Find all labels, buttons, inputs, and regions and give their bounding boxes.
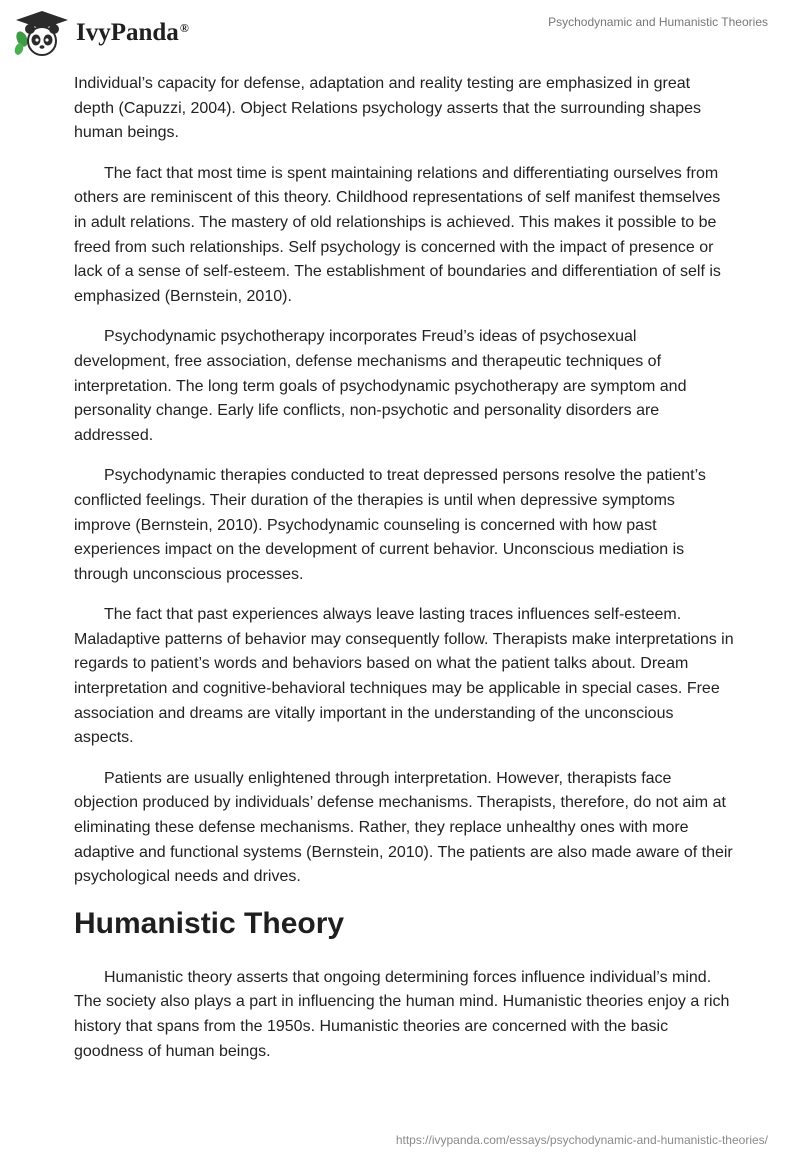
registered-mark: ® bbox=[179, 21, 189, 35]
paragraph: Humanistic theory asserts that ongoing determining forces influence individual’s mind. The society also plays a part in influencing the human mind. Humanistic theories enjoy a rich history that spans from the 1950s. Humanistic theories are concerned with the basic goodness of human beings. bbox=[74, 968, 730, 1060]
paragraph: The fact that most time is spent maintaining relations and differentiating ourselves from others are reminiscent of this theory. Childhood representations of self manifest themselves in adult relations. The mastery of old relationships is achieved. This makes it possible to be freed from such relationships. Self psychology is concerned with the impact of presence or lack of a sense of self-esteem. The establishment of boundaries and differentiation of self is emphasized (Bernstein, 2010). bbox=[74, 164, 721, 305]
brand-name bbox=[76, 19, 189, 47]
ivypanda-logo[interactable] bbox=[14, 9, 244, 57]
page-header bbox=[0, 0, 800, 70]
document-title: Psychodynamic and Humanistic Theories bbox=[548, 15, 768, 29]
section-heading: Humanistic Theory bbox=[74, 906, 345, 940]
paragraph: Psychodynamic psychotherapy incorporates Freud’s ideas of psychosexual development, free association, defense mechanisms and therapeutic techniques of interpretation. The long term goals of psychodynamic psychotherapy are symptom and personality change. Early life conflicts, non-psychotic and personality disorders are addressed. bbox=[74, 328, 687, 444]
paragraph: The fact that past experiences always leave lasting traces influences self-esteem. Maladaptive patterns of behavior may consequently follow. Therapists make interpretations in regards to patient’s words and behaviors based on what the patient talks about. Dream interpretation and cognitive-behavioral techniques may be applicable in special cases. Free association and dreams are vitally important in the understanding of the unconscious aspects. bbox=[74, 606, 734, 747]
essay-body bbox=[74, 72, 734, 1080]
paragraph: Patients are usually enlightened through interpretation. However, therapists face objection produced by individuals’ defense mechanisms. Therapists, therefore, do not aim at eliminating these defense mechanisms. Rather, they replace unhealthy ones with more adaptive and functional systems (Bernstein, 2010). The patients are also made aware of their psychological needs and drives. bbox=[74, 769, 733, 886]
panda-logo-icon bbox=[14, 9, 70, 57]
source-url[interactable]: https://ivypanda.com/essays/psychodynamic-and-humanistic-theories/ bbox=[395, 1133, 768, 1147]
brand-label: IvyPanda bbox=[76, 19, 179, 46]
paragraph: Individual’s capacity for defense, adaptation and reality testing are emphasized in great depth (Capuzzi, 2004). Object Relations psychology asserts that the surrounding shapes human beings. bbox=[74, 75, 702, 142]
paragraph: Psychodynamic therapies conducted to treat depressed persons resolve the patient’s conflicted feelings. Their duration of the therapies is until when depressive symptoms improve (Bernstein, 2010). Psychodynamic counseling is concerned with how past experiences impact on the development of current behavior. Unconscious mediation is through unconscious processes. bbox=[74, 467, 706, 583]
